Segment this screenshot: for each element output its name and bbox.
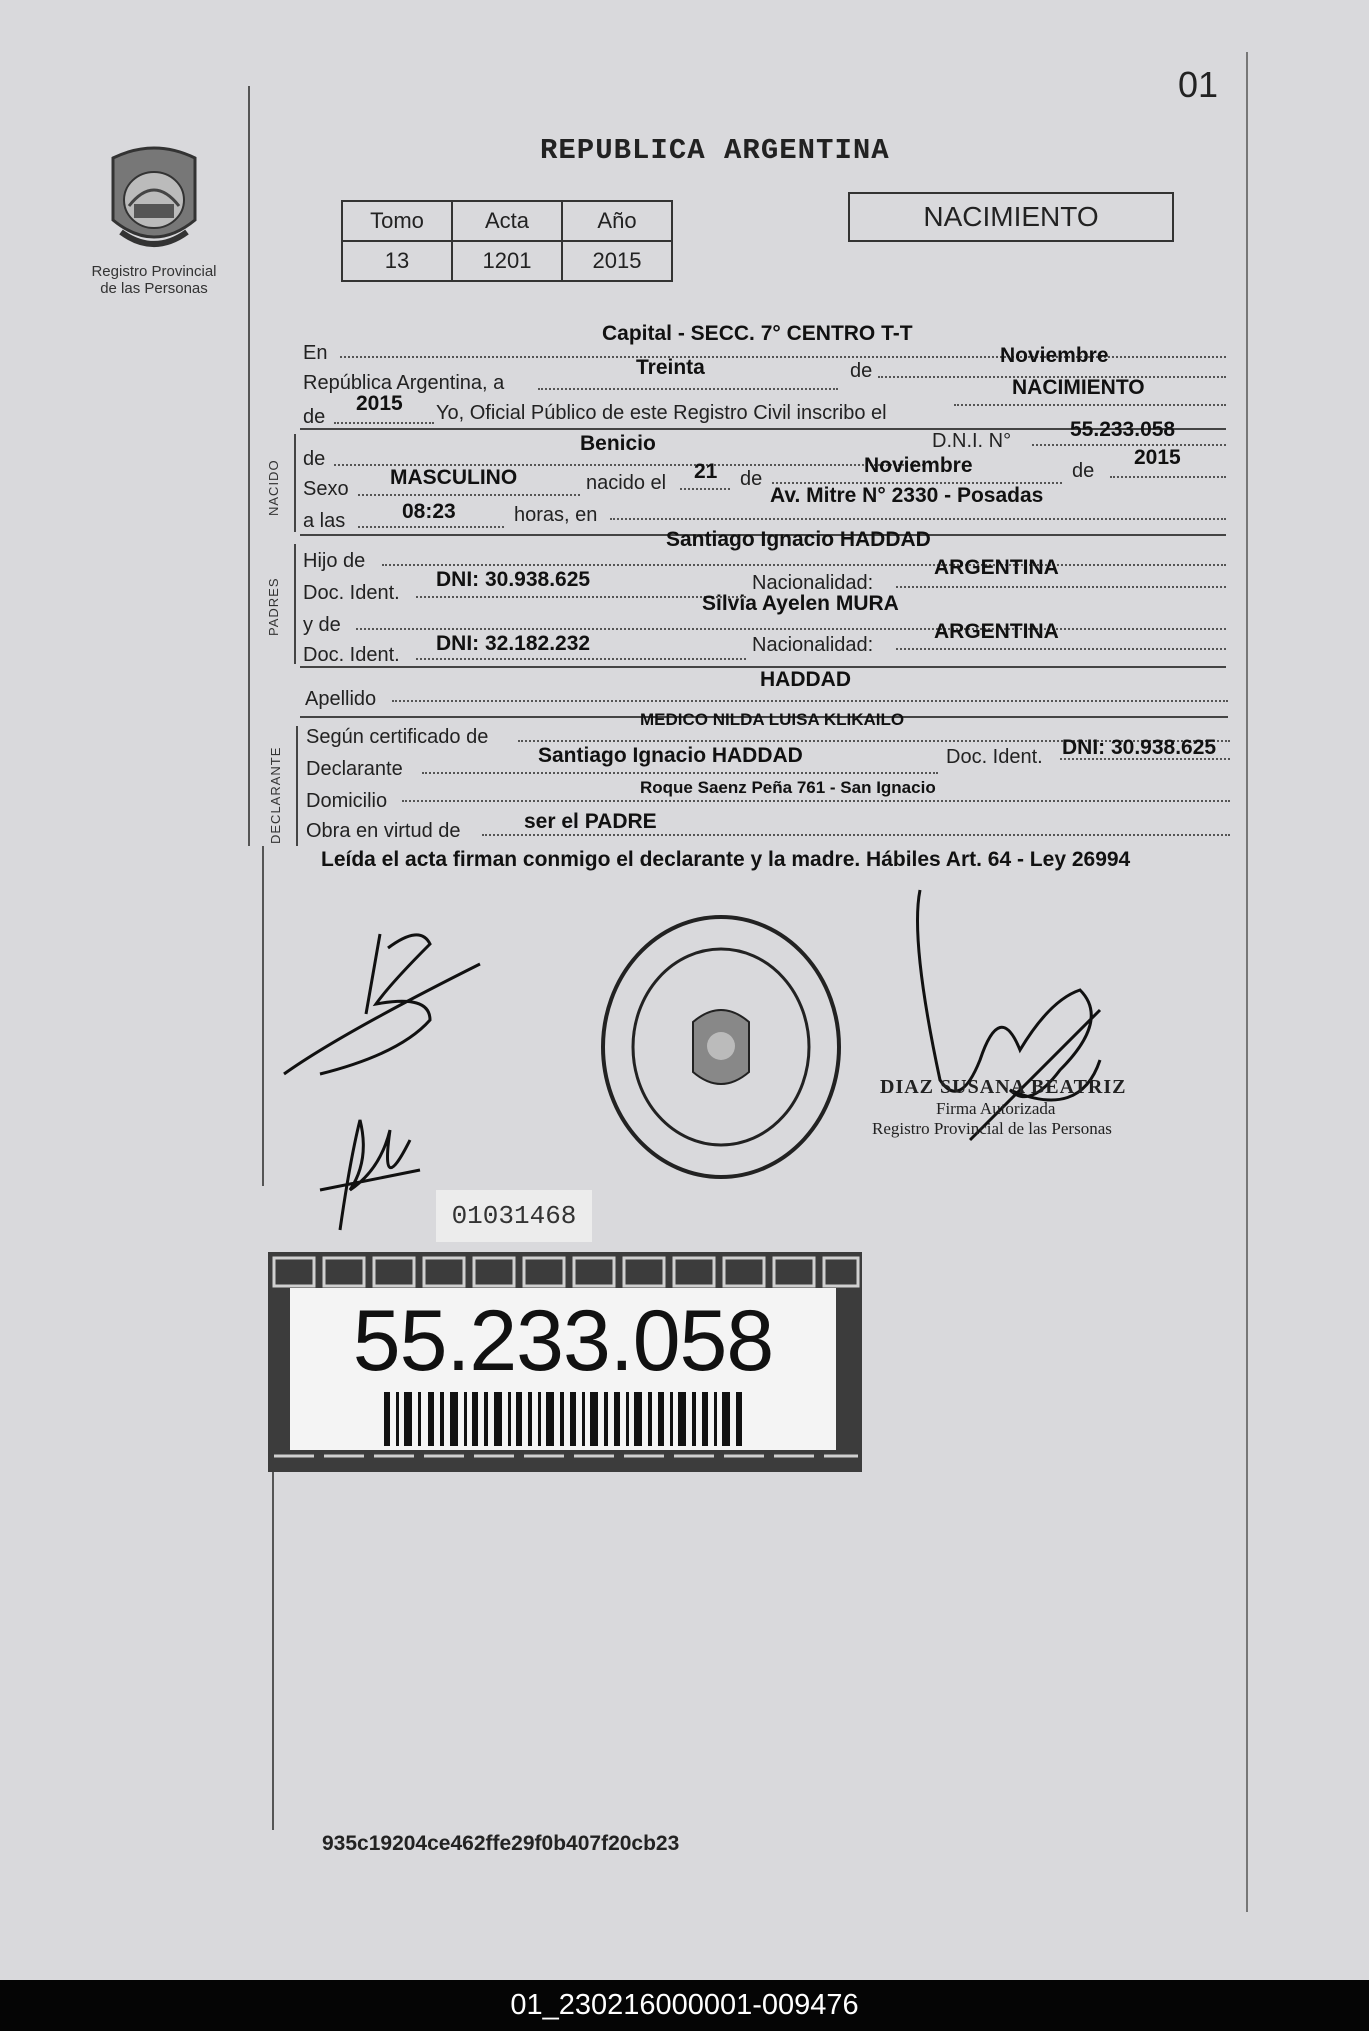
tomo-header: Tomo	[342, 201, 452, 241]
official-stamp	[598, 912, 844, 1182]
hijo-label: Hijo de	[303, 550, 366, 572]
record-table	[341, 200, 673, 282]
certificado-value: MEDICO NILDA LUISA KLIKAILO	[640, 710, 905, 729]
mother-signature	[310, 1100, 430, 1240]
padres-section-label: PADRES	[266, 577, 281, 636]
father-doc-line	[416, 596, 746, 598]
time-line	[358, 526, 504, 528]
domicilio-value: Roque Saenz Peña 761 - San Ignacio	[640, 778, 936, 797]
file-id: 01_230216000001-009476	[510, 1989, 859, 2021]
apellido-value: HADDAD	[760, 668, 851, 691]
certificado-label: Según certificado de	[306, 726, 489, 748]
anio-header: Año	[562, 201, 672, 241]
father-line	[382, 564, 1226, 566]
dni-value: 55.233.058	[1070, 418, 1176, 441]
left-margin-line-bottom	[272, 1470, 274, 1830]
nacido-de-label: de	[303, 448, 326, 470]
sexo-value: MASCULINO	[390, 466, 518, 489]
mother-nationality: ARGENTINA	[934, 620, 1059, 643]
father-doc: DNI: 30.938.625	[436, 568, 591, 591]
place-value: Av. Mitre N° 2330 - Posadas	[770, 484, 1044, 507]
left-margin-line	[248, 86, 250, 846]
barcode-icon	[384, 1392, 748, 1446]
nacido-section-label: NACIDO	[266, 459, 281, 516]
year-line	[334, 422, 434, 424]
de-label-2: de	[303, 406, 326, 428]
mother-nac-label: Nacionalidad:	[752, 634, 874, 656]
mother-name: Silvia Ayelen MURA	[702, 592, 899, 615]
en-value: Capital - SECC. 7° CENTRO T-T	[602, 322, 913, 345]
obra-value: ser el PADRE	[524, 810, 657, 833]
obra-line	[482, 834, 1230, 836]
alas-label: a las	[303, 510, 346, 532]
declarante-label: Declarante	[306, 758, 403, 780]
tomo-value: 13	[342, 241, 452, 281]
father-name: Santiago Ignacio HADDAD	[666, 528, 931, 551]
de-label-1: de	[850, 360, 873, 382]
yde-label: y de	[303, 614, 341, 636]
nacido-side-bar	[294, 434, 296, 532]
birth-day-line	[680, 488, 730, 490]
month-value: Noviembre	[1000, 344, 1109, 367]
declarante-doc: DNI: 30.938.625	[1062, 736, 1217, 759]
birth-day: 21	[694, 460, 718, 483]
record-type-box: NACIMIENTO	[848, 192, 1174, 242]
en-label: En	[303, 342, 328, 364]
inscribo-line	[954, 404, 1226, 406]
father-nat-line	[896, 586, 1226, 588]
birth-year: 2015	[1134, 446, 1181, 469]
authority-name: DIAZ SUSANA BEATRIZ	[880, 1076, 1127, 1098]
file-id-bar	[0, 1980, 1369, 2031]
apellido-line	[392, 700, 1228, 702]
nacido-de-label-2: de	[740, 468, 763, 490]
oficial-text: Yo, Oficial Público de este Registro Civil inscribo el	[436, 402, 887, 424]
sexo-line	[358, 494, 580, 496]
declarante-side-bar	[296, 726, 298, 846]
barcode-sticker	[290, 1288, 836, 1450]
declarante-doc-label: Doc. Ident.	[946, 746, 1043, 768]
nacido-el-label: nacido el	[586, 472, 667, 494]
acta-value: 1201	[452, 241, 562, 281]
name-value: Benicio	[580, 432, 656, 455]
authority-office: Registro Provincial de las Personas	[872, 1119, 1112, 1138]
mother-doc: DNI: 32.182.232	[436, 632, 591, 655]
dni-line	[1032, 444, 1226, 446]
day-value: Treinta	[636, 356, 705, 379]
mother-line	[356, 628, 1226, 630]
document-hash: 935c19204ce462ffe29f0b407f20cb23	[322, 1832, 680, 1855]
page-number: 01	[1178, 64, 1219, 105]
nacido-de-label-3: de	[1072, 460, 1095, 482]
mother-doc-line	[416, 658, 746, 660]
mother-nat-line	[896, 648, 1226, 650]
closing-statement: Leída el acta firman conmigo el declarante y la madre. Hábiles Art. 64 - Ley 26994	[321, 848, 1131, 871]
province-logo	[84, 136, 224, 297]
day-line	[538, 388, 838, 390]
barcode-label	[268, 1252, 862, 1472]
barcode-number: 55.233.058	[352, 1293, 774, 1389]
right-margin-line	[1246, 52, 1248, 1912]
dni-label: D.N.I. N°	[932, 430, 1012, 452]
place-line	[610, 518, 1226, 520]
declarante-value: Santiago Ignacio HADDAD	[538, 744, 803, 767]
obra-label: Obra en virtud de	[306, 820, 461, 842]
acta-header: Acta	[452, 201, 562, 241]
father-nationality: ARGENTINA	[934, 556, 1059, 579]
birth-year-line	[1110, 476, 1226, 478]
declarant-signature	[280, 924, 500, 1084]
province-shield-icon	[99, 136, 209, 258]
time-value: 08:23	[402, 500, 456, 523]
mother-doc-label: Doc. Ident.	[303, 644, 400, 666]
left-margin-line-lower	[262, 846, 264, 1186]
father-nac-label: Nacionalidad:	[752, 572, 874, 594]
authority-role: Firma Autorizada	[936, 1099, 1056, 1118]
padres-side-bar	[294, 544, 296, 664]
inscribo-value: NACIMIENTO	[1012, 376, 1145, 399]
declarante-line	[422, 772, 938, 774]
horas-label: horas, en	[514, 504, 598, 526]
declarante-section-label: DECLARANTE	[268, 746, 283, 844]
document-title: REPUBLICA ARGENTINA	[540, 134, 890, 167]
logo-caption-line1: Registro Provincial	[91, 263, 217, 280]
domicilio-line	[402, 800, 1230, 802]
domicilio-label: Domicilio	[306, 790, 388, 812]
authority-block	[872, 1076, 1127, 1139]
year-value: 2015	[356, 392, 403, 415]
anio-value: 2015	[562, 241, 672, 281]
republica-label: República Argentina, a	[303, 372, 505, 394]
father-doc-label: Doc. Ident.	[303, 582, 400, 604]
sexo-label: Sexo	[303, 478, 349, 500]
serial-number: 01031468	[436, 1190, 592, 1242]
logo-caption-line2: de las Personas	[100, 280, 208, 297]
apellido-label: Apellido	[305, 688, 377, 710]
birth-month: Noviembre	[864, 454, 973, 477]
